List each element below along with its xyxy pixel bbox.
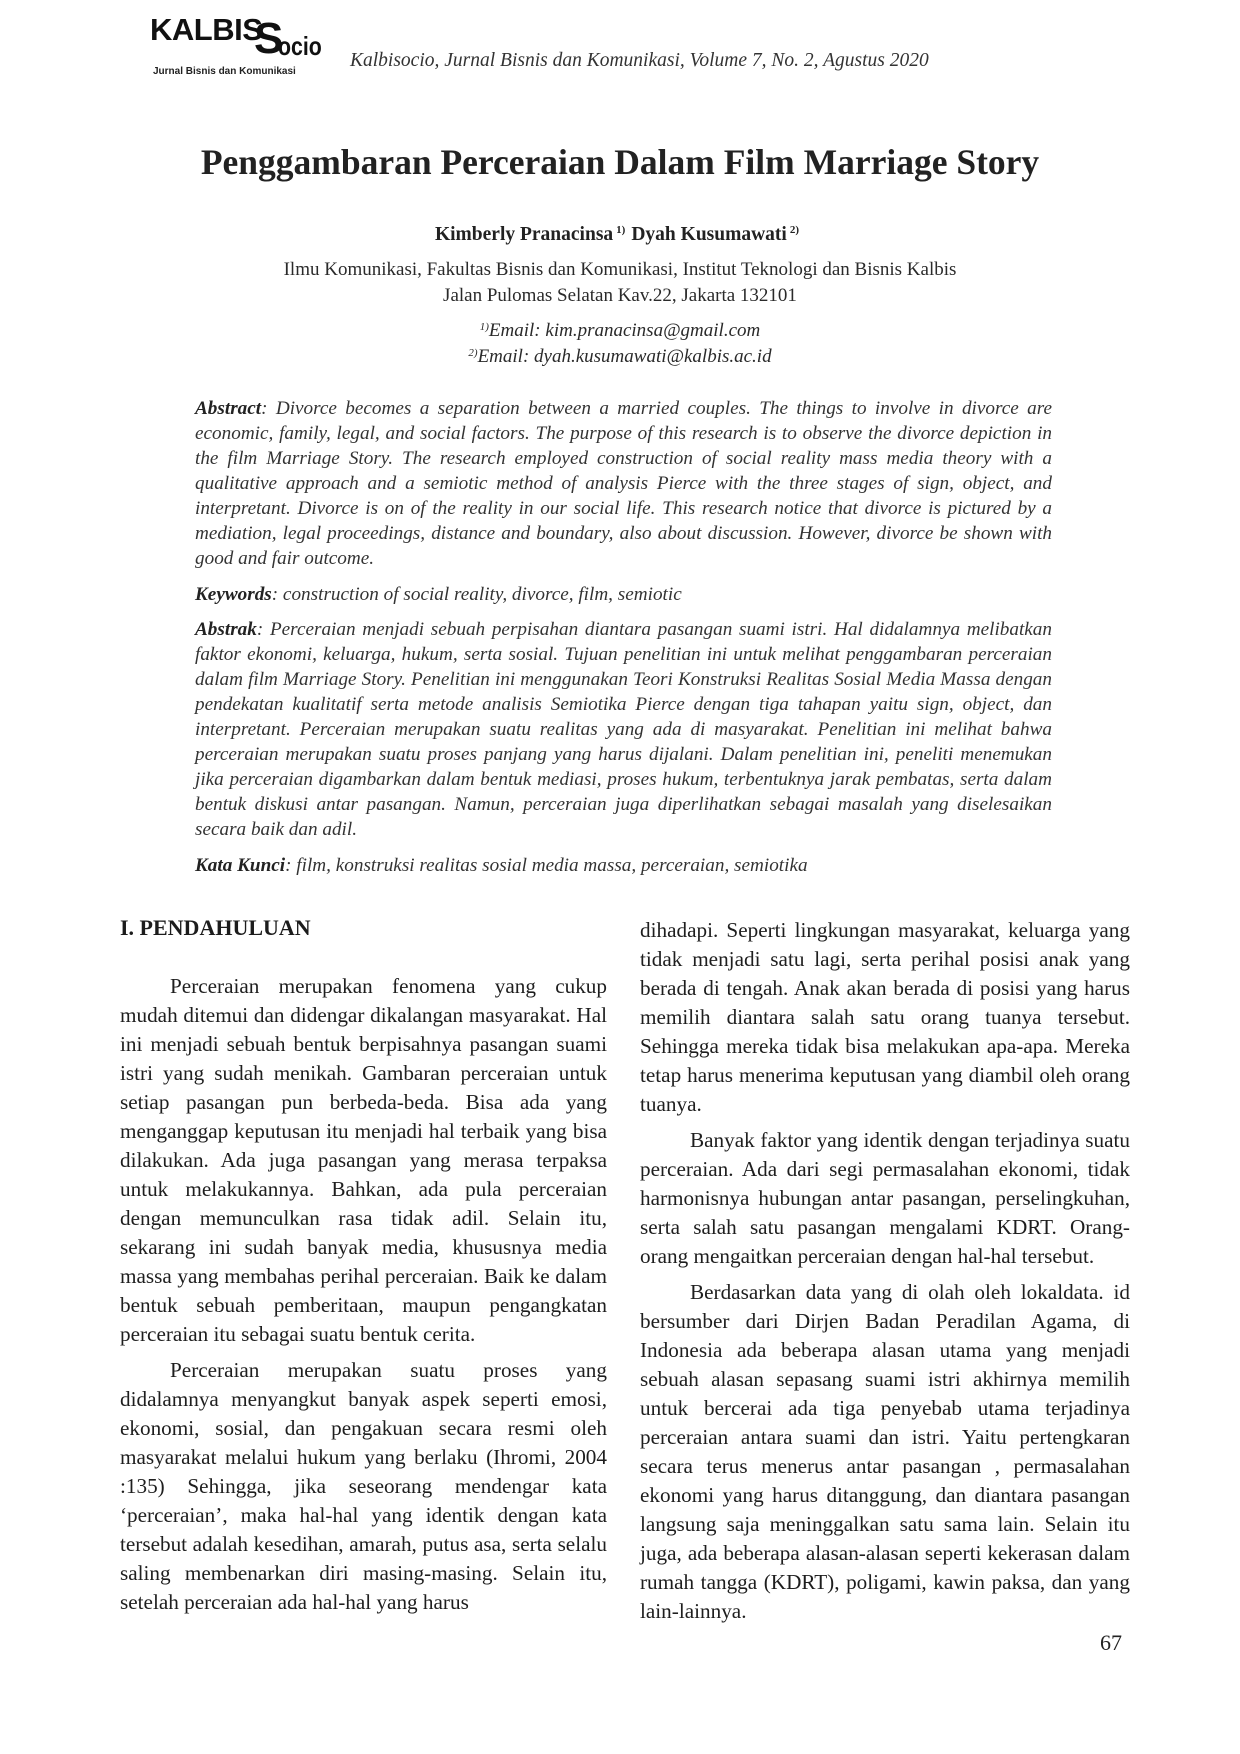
logo-letter-s: S	[254, 14, 284, 63]
author-name: Dyah Kusumawati	[631, 224, 787, 245]
email-line	[0, 346, 1240, 368]
left-column	[120, 972, 607, 1617]
keywords-indonesian	[195, 853, 1052, 878]
abstract-indonesian	[195, 617, 1052, 842]
kata-kunci-text: : film, konstruksi realitas sosial media massa, perceraian, semiotika	[285, 855, 808, 876]
keywords-text: : construction of social reality, divorce, film, semiotic	[271, 584, 682, 605]
abstract-text: : Divorce becomes a separation between a married couples. The things to involve in divorce are economic, family, legal, and social factors. The purpose of this research is to observe the divorce depiction in the film Marriage Story. The research employed construction of social reality mass media theory with a qualitative approach and a semiotic method of analysis Pierce with the three stages of sign, object, and interpretant. Divorce is on of the reality in our social life. This research notice that divorce is pictured by a mediation, legal proceedings, distance and boundary, also about discussion. However, divorce be shown with good and fair outcome.	[195, 398, 1052, 569]
page-number: 67	[1100, 1630, 1122, 1655]
running-head: Kalbisocio, Jurnal Bisnis dan Komunikasi, Volume 7, No. 2, Agustus 2020	[350, 50, 929, 71]
abstract-label: Abstract	[195, 398, 262, 419]
author-mark: 1)	[616, 224, 626, 236]
author-mark: 2)	[789, 224, 800, 236]
keywords-english	[195, 582, 1052, 607]
logo-tagline: Jurnal Bisnis dan Komunikasi	[153, 66, 296, 77]
logo-ocio: ocio	[278, 31, 322, 61]
body-paragraph: Banyak faktor yang identik dengan terjadinya suatu perceraian. Ada dari segi permasalahan ekonomi, tidak harmonisnya hubungan antar pasangan, perselingkuhan, serta salah satu pasangan mengalami KDRT. Orang-orang mengaitkan perceraian dengan hal-hal tersebut.	[640, 1128, 1130, 1268]
abstrak-text: : Perceraian menjadi sebuah perpisahan diantara pasangan suami istri. Hal didalamnya melibatkan faktor ekonomi, keluarga, hukum, serta sosial. Tujuan penelitian ini untuk melihat penggambaran perceraian dalam film Marriage Story. Penelitian ini menggunakan Teori Konstruksi Realitas Sosial Media Massa dengan pendekatan kualitatif serta metode analisis Semiotika Pierce dengan tiga tahapan yaitu sign, object, dan interpretant. Perceraian merupakan suatu realitas yang ada di masyarakat. Penelitian ini melihat bahwa perceraian merupakan suatu proses panjang yang harus dijalani. Dalam penelitian ini, peneliti menemukan jika perceraian digambarkan dalam bentuk mediasi, proses hukum, terbentuknya jarak pembatas, serta dalam bentuk diskusi antar pasangan. Namun, perceraian juga diperlihatkan sebagai masalah yang diselesaikan secara baik dan adil.	[195, 619, 1052, 840]
email-mark: 2)	[468, 347, 478, 359]
journal-logo	[150, 8, 330, 78]
section-heading: I. PENDAHULUAN	[120, 915, 311, 940]
body-paragraph: Perceraian merupakan fenomena yang cukup mudah ditemui dan didengar dikalangan masyarakat. Hal ini menjadi sebuah bentuk berpisahnya pasangan suami istri yang sudah menikah. Gambaran perceraian untuk setiap pasangan pun berbeda-beda. Bisa ada yang menganggap keputusan itu menjadi hal terbaik yang bisa dilakukan. Ada juga pasangan yang merasa terpaksa untuk melakukannya. Bahkan, ada pula perceraian dengan memunculkan rasa tidak adil. Selain itu, sekarang ini sudah banyak media, khususnya media massa yang membahas perihal perceraian. Baik ke dalam bentuk sebuah pemberitaan, maupun pengangkatan perceraian itu sebagai suatu bentuk cerita.	[120, 974, 607, 1346]
affiliation-line: Ilmu Komunikasi, Fakultas Bisnis dan Komunikasi, Institut Teknologi dan Bisnis Kalbis	[283, 259, 957, 280]
abstrak-label: Abstrak	[195, 619, 257, 640]
email-mark: 1)	[479, 321, 489, 333]
author-line	[0, 224, 1240, 246]
paper-title: Penggambaran Perceraian Dalam Film Marriage Story	[200, 142, 1040, 182]
keywords-label: Keywords	[195, 584, 272, 605]
body-paragraph: Perceraian merupakan suatu proses yang didalamnya menyangkut banyak aspek seperti emosi, ekonomi, sosial, dan pengakuan secara resmi oleh masyarakat melalui hukum yang berlaku (Ihromi, 2004 :135) Sehingga, jika seseorang mendengar kata ‘perceraian’, maka hal-hal yang identik dengan kata tersebut adalah kesedihan, amarah, putus asa, serta selalu saling membenarkan diri masing-masing. Selain itu, setelah perceraian ada hal-hal yang harus	[120, 1358, 607, 1614]
email-line	[0, 320, 1240, 342]
right-column	[640, 916, 1130, 1626]
author-name: Kimberly Pranacinsa	[434, 224, 614, 245]
body-paragraph: dihadapi. Seperti lingkungan masyarakat, keluarga yang tidak menjadi satu lagi, serta perihal posisi anak yang berada di tengah. Anak akan berada di posisi yang harus memilih diantara salah satu orang tuanya tersebut. Sehingga mereka tidak bisa melakukan apa-apa. Mereka tetap harus menerima keputusan yang diambil oleh orang tuanya.	[640, 918, 1130, 1116]
email-text: Email: kim.pranacinsa@gmail.com	[488, 320, 761, 341]
logo-wordmark: KALBIS	[150, 12, 263, 47]
abstract-english	[195, 396, 1052, 571]
kata-kunci-label: Kata Kunci	[195, 855, 286, 876]
email-text: Email: dyah.kusumawati@kalbis.ac.id	[477, 346, 772, 367]
body-paragraph: Berdasarkan data yang di olah oleh lokaldata. id bersumber dari Dirjen Badan Peradilan Agama, di Indonesia ada beberapa alasan utama yang menjadi sebuah alasan sepasang suami istri akhirnya memilih untuk bercerai ada tiga penyebab utama terjadinya perceraian antara suami dan istri. Yaitu pertengkaran secara terus menerus antar pasangan , permasalahan ekonomi yang harus ditanggung, dan diantara pasangan langsung saja meninggalkan satu sama lain. Selain itu juga, ada beberapa alasan-alasan seperti kekerasan dalam rumah tangga (KDRT), poligami, kawin paksa, dan yang lain-lainnya.	[640, 1280, 1130, 1623]
address-line: Jalan Pulomas Selatan Kav.22, Jakarta 132101	[443, 285, 797, 306]
